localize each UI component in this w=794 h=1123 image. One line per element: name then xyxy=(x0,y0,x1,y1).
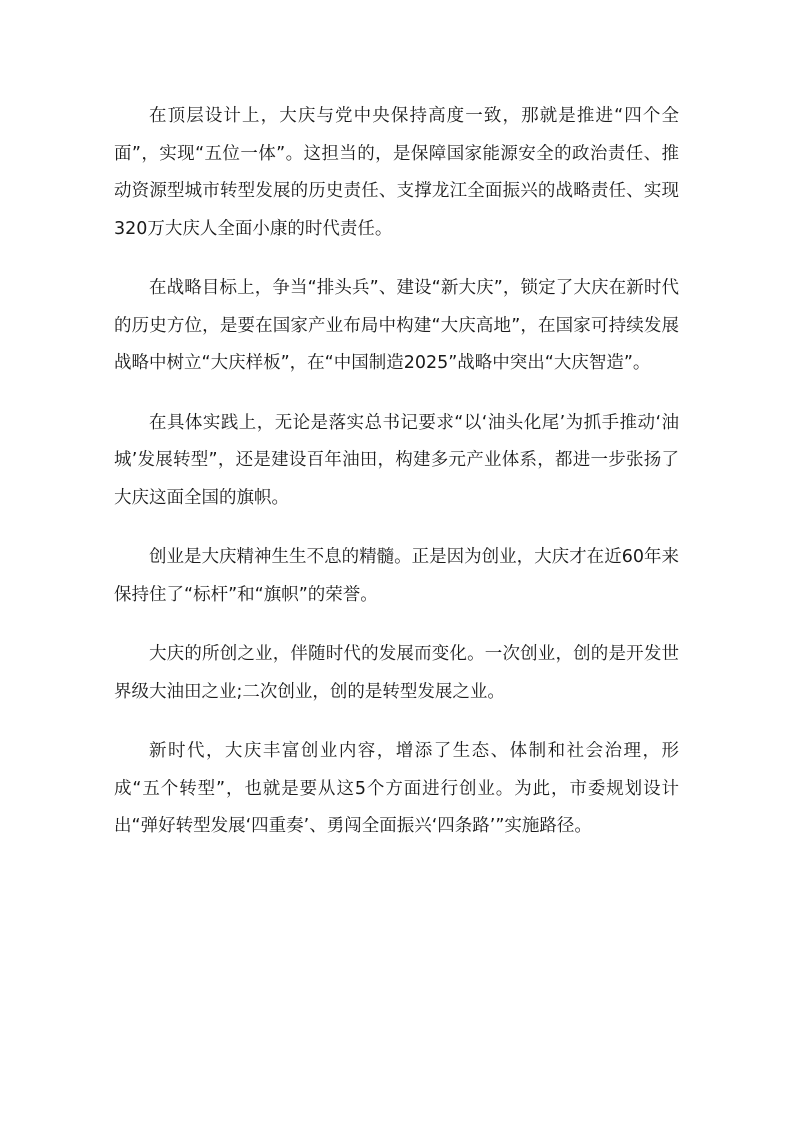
document-body xyxy=(114,98,679,868)
paragraph-new-era: 新时代，大庆丰富创业内容，增添了生态、体制和社会治理，形成“五个转型”，也就是要从这5个方面进行创业。为此，市委规划设计出“弹好转型发展‘四重奏’、勇闯全面振兴‘四条路’”实施路径。 xyxy=(114,741,679,836)
paragraph-entrepreneurship-essence: 创业是大庆精神生生不息的精髓。正是因为创业，大庆才在近60年来保持住了“标杆”和“旗帜”的荣誉。 xyxy=(114,547,679,605)
paragraph-top-level-design: 在顶层设计上，大庆与党中央保持高度一致，那就是推进“四个全面”，实现“五位一体”。这担当的，是保障国家能源安全的政治责任、推动资源型城市转型发展的历史责任、支撑龙江全面振兴的战略责任、实现320万大庆人全面小康的时代责任。 xyxy=(114,106,679,239)
paragraph-business-evolution: 大庆的所创之业，伴随时代的发展而变化。一次创业，创的是开发世界级大油田之业;二次创业，创的是转型发展之业。 xyxy=(114,644,679,702)
paragraph-specific-practice: 在具体实践上，无论是落实总书记要求“以‘油头化尾’为抓手推动‘油城’发展转型”，还是建设百年油田，构建多元产业体系，都进一步张扬了大庆这面全国的旗帜。 xyxy=(114,412,679,508)
paragraph-strategic-goal: 在战略目标上，争当“排头兵”、建设“新大庆”，锁定了大庆在新时代的历史方位，是要在国家产业布局中构建“大庆高地”，在国家可持续发展战略中树立“大庆样板”，在“中国制造2025”战略中突出“大庆智造”。 xyxy=(114,278,679,373)
